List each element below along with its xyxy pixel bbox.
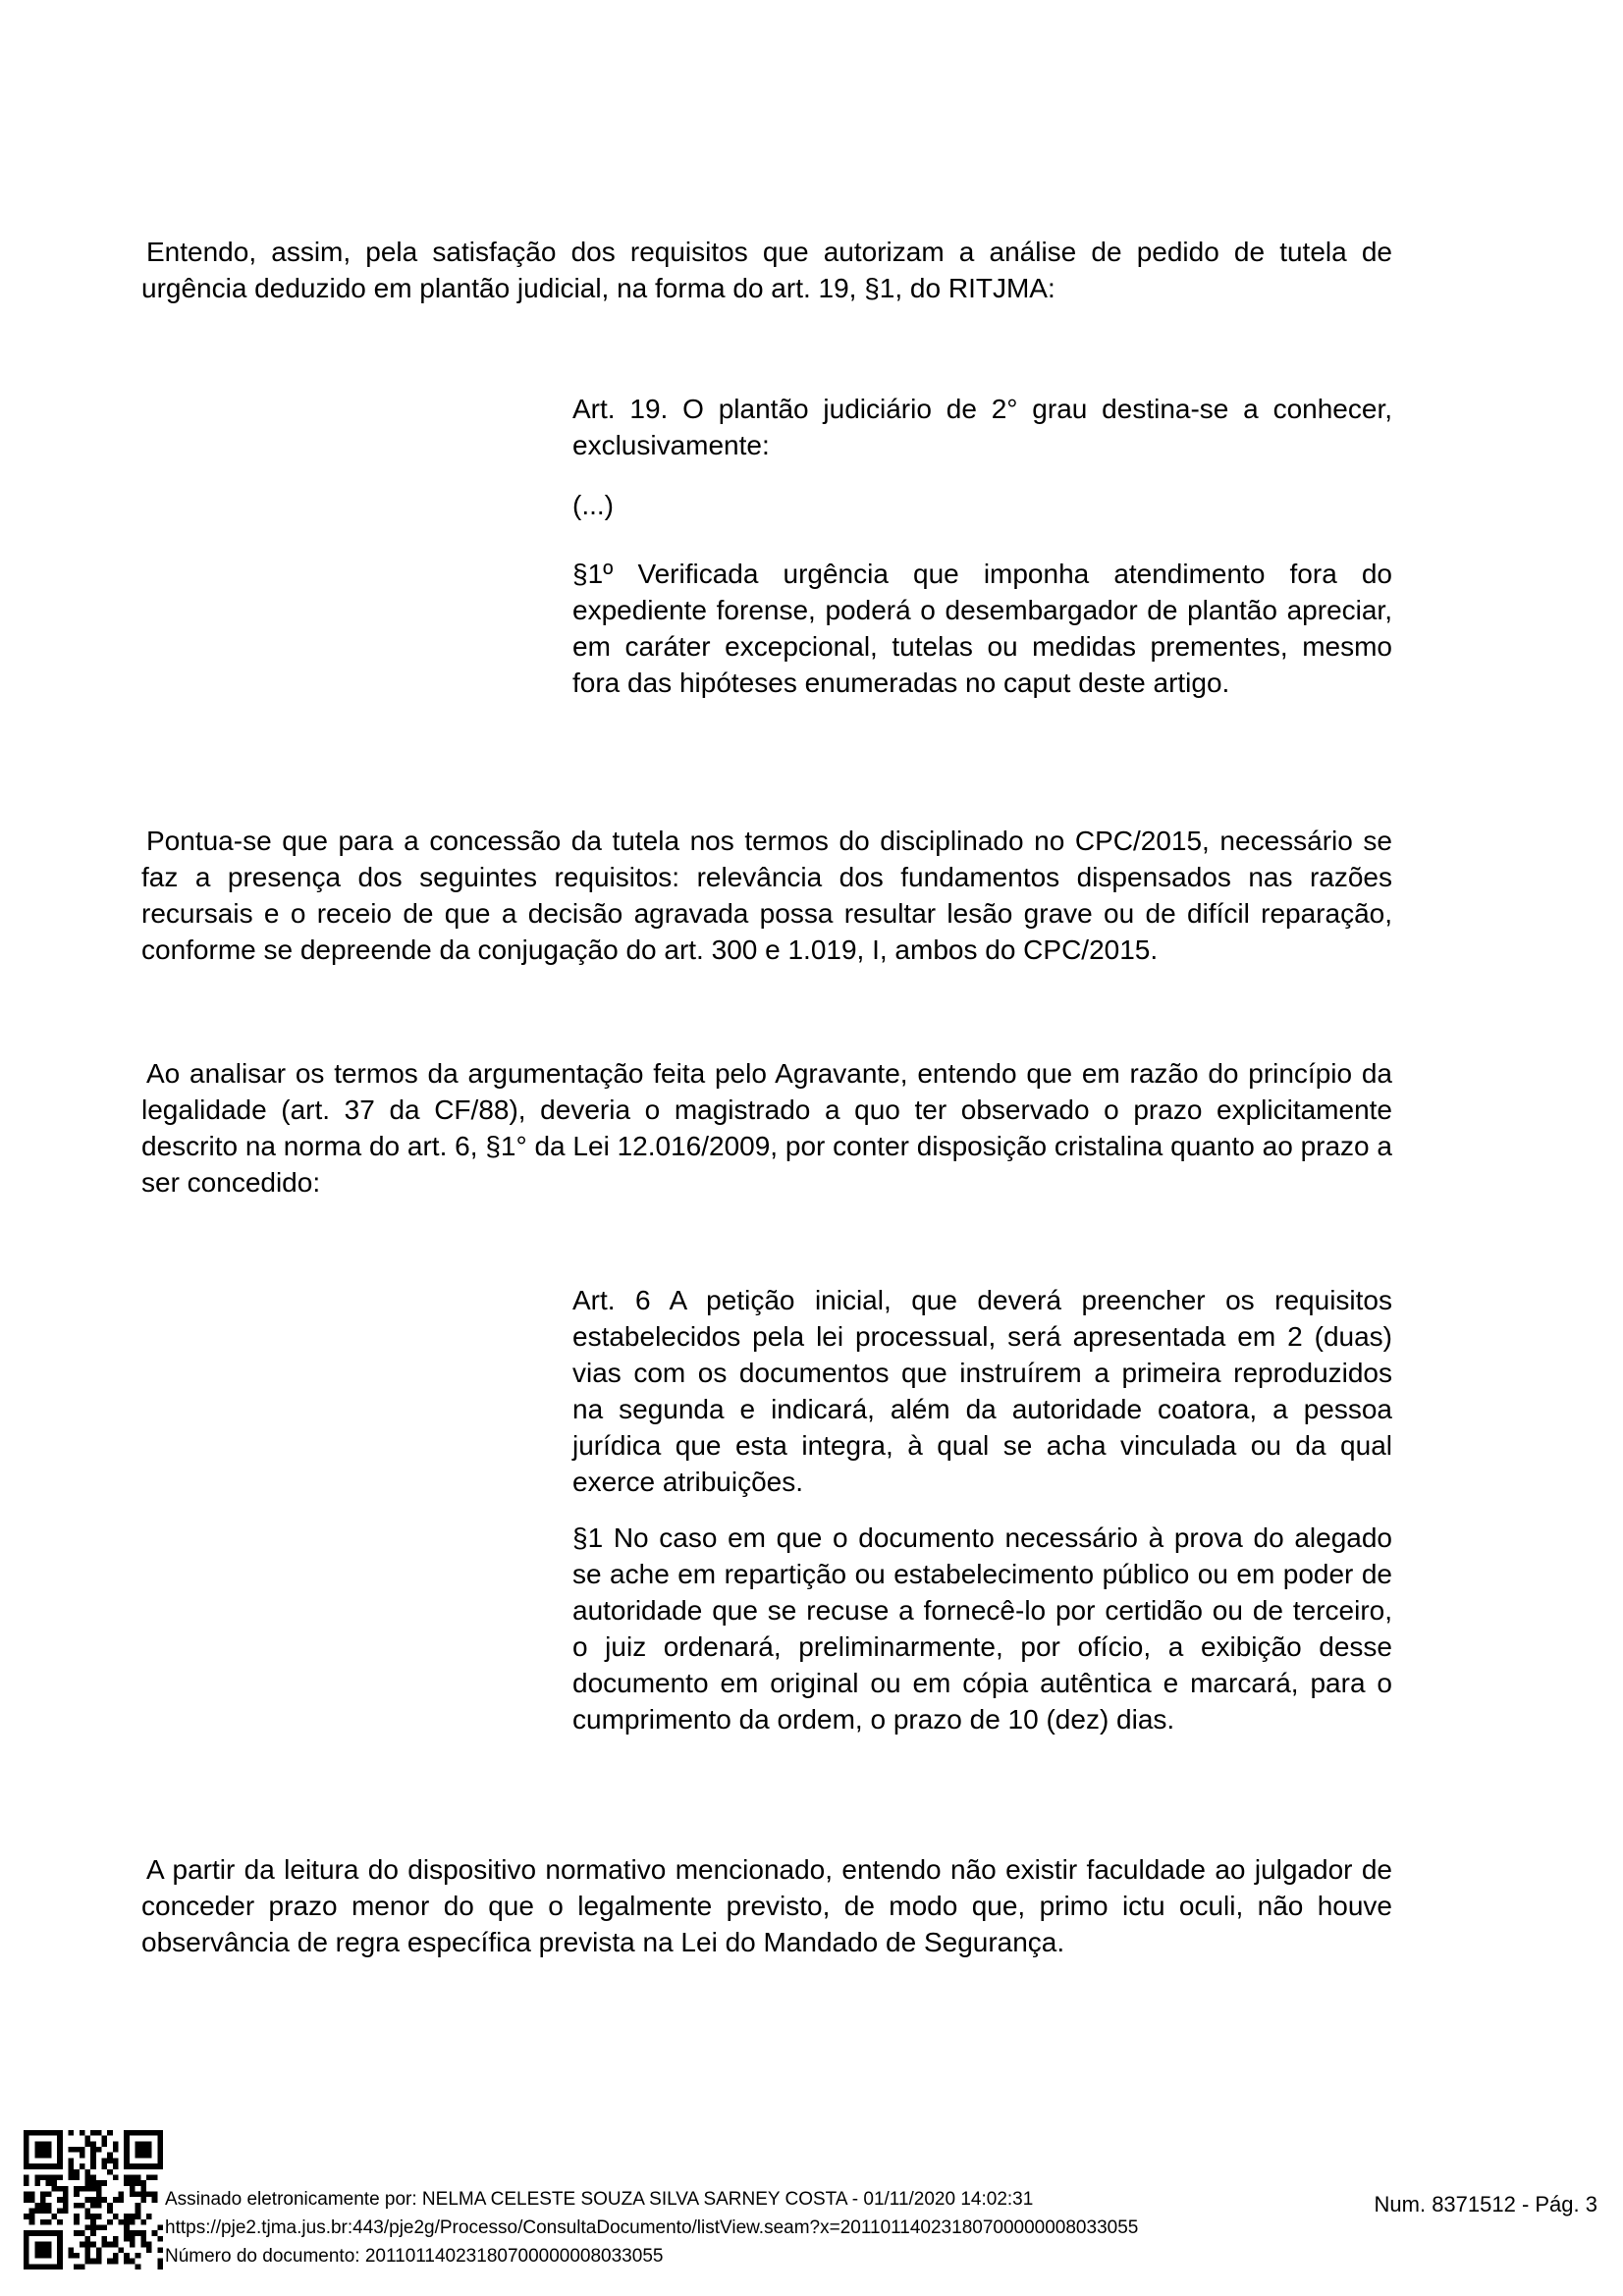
paragraph-ao-analisar: Ao analisar os termos da argumentação feita pelo Agravante, entendo que em razão do princípio da legalidade (art. 37 da CF/88), deveria o magistrado a quo ter observado o prazo explicitamente descrito na norma do art. 6, §1° da Lei 12.016/2009, por conter disposição cristalina quanto ao prazo a ser concedido:: [141, 1058, 1392, 1198]
paragraph-pontua-se: Pontua-se que para a concessão da tutela nos termos do disciplinado no CPC/2015, necessário se faz a presença dos seguintes requisitos: relevância dos fundamentos dispensados nas razões recursais e o receio de que a decisão agravada possa resultar lesão grave ou de difícil reparação, conforme se depreende da conjugação do art. 300 e 1.019, I, ambos do CPC/2015.: [141, 826, 1392, 965]
paragraph-conclusion: A partir da leitura do dispositivo normativo mencionado, entendo não existir faculdade ao julgador de conceder prazo menor do que o legalmente previsto, de modo que, primo ictu oculi, não houve observância de regra específica prevista na Lei do Mandado de Segurança.: [141, 1854, 1392, 1957]
document-number: Número do documento: 20110114023180700000008033055: [165, 2246, 664, 2267]
quote-art-6-paragraph-1: §1 No caso em que o documento necessário à prova do alegado se ache em repartição ou estabelecimento público ou em poder de autoridade que se recuse a fornecê-lo por certidão ou de terceiro, o juiz ordenará, preliminarmente, por ofício, a exibição desse documento em original ou em cópia autêntica e marcará, para o cumprimento da ordem, o prazo de 10 (dez) dias.: [572, 1522, 1392, 1735]
quote-ellipsis: (...): [572, 490, 614, 520]
paragraph-intro: Entendo, assim, pela satisfação dos requisitos que autorizam a análise de pedido de tutela de urgência deduzido em plantão judicial, na forma do art. 19, §1, do RITJMA:: [141, 237, 1392, 303]
quote-art-19: Art. 19. O plantão judiciário de 2° grau destina-se a conhecer, exclusivamente:: [572, 394, 1392, 460]
signature-line: Assinado eletronicamente por: NELMA CELESTE SOUZA SILVA SARNEY COSTA - 01/11/2020 14:02:31: [165, 2189, 1034, 2210]
document-url: https://pje2.tjma.jus.br:443/pje2g/Processo/ConsultaDocumento/listView.seam?x=20110114023180700000008033055: [165, 2217, 1139, 2238]
qr-code-icon: [24, 2130, 163, 2269]
footer-signature-block: [165, 2185, 1138, 2270]
page-number: Num. 8371512 - Pág. 3: [1374, 2192, 1597, 2216]
quote-art-6: Art. 6 A petição inicial, que deverá preencher os requisitos estabelecidos pela lei processual, será apresentada em 2 (duas) vias com os documentos que instruírem a primeira reproduzidos na segunda e indicará, além da autoridade coatora, a pessoa jurídica que esta integra, à qual se acha vinculada ou da qual exerce atribuições.: [572, 1285, 1392, 1497]
quote-art-19-paragraph-1: §1º Verificada urgência que imponha atendimento fora do expediente forense, poderá o desembargador de plantão apreciar, em caráter excepcional, tutelas ou medidas prementes, mesmo fora das hipóteses enumeradas no caput deste artigo.: [572, 559, 1392, 698]
